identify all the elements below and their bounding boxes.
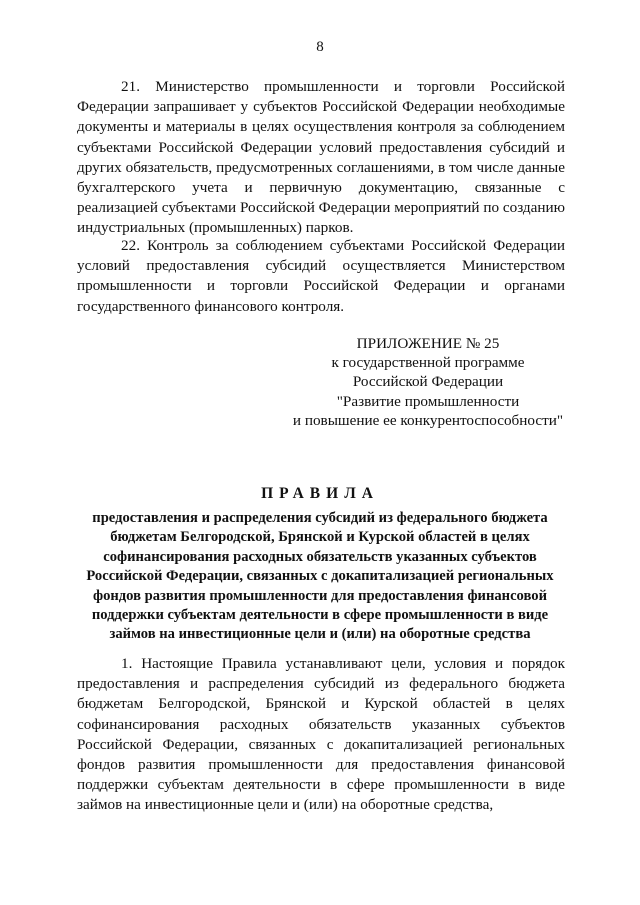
appendix-line: "Развитие промышленности: [336, 392, 520, 410]
rules-subtitle-line: предоставления и распределения субсидий из федерального бюджета: [92, 510, 548, 526]
paragraph-1-text: 1. Настоящие Правила устанавливают цели, условия и порядок предоставления и распределения субсидий из федерального бюджета бюджетам Белгородской, Брянской и Курской областей в целях софинансирования расходных обязательств указанных субъектов Российской Федерации, связанных с докапитализацией региональных фондов развития промышленности для предоставления финансовой поддержки субъектам деятельности в сфере промышленности в виде займов на инвестиционные цели и (или) на оборотные средства,: [77, 655, 565, 814]
paragraph-22-text: 22. Контроль за соблюдением субъектами Российской Федерации условий предоставления субсидий осуществляется Министерством промышленности и торговли Российской Федерации и органами государственного финансового контроля.: [77, 237, 565, 315]
paragraph-22: [77, 236, 565, 317]
appendix-header: [272, 334, 584, 430]
paragraph-21: [77, 77, 565, 239]
rules-title: ПРАВИЛА: [261, 485, 379, 502]
appendix-line: к государственной программе: [331, 354, 525, 372]
rules-subtitle-line: софинансирования расходных обязательств указанных субъектов: [103, 548, 537, 565]
rules-subtitle: [80, 509, 560, 645]
rules-subtitle-line: фондов развития промышленности для предоставления финансовой: [93, 587, 547, 604]
page-number: 8: [316, 39, 324, 55]
appendix-line: и повышение ее конкурентоспособности": [292, 411, 564, 429]
rules-subtitle-line: Российской Федерации, связанных с докапитализацией региональных: [86, 568, 554, 585]
rules-subtitle-line: поддержки субъектам деятельности в сфере промышленности в виде: [91, 607, 549, 624]
paragraph-1: [77, 654, 565, 816]
paragraph-21-text: 21. Министерство промышленности и торговли Российской Федерации запрашивает у субъектов Российской Федерации необходимые документы и материалы в целях осуществления контроля за соблюдением субъектами Российской Федерации условий предоставления субсидий и других обязательств, предусмотренных соглашениями, в том числе данные бухгалтерского учета и первичную документацию, связанные с реализацией субъектами Российской Федерации мероприятий по созданию индустриальных (промышленных) парков.: [77, 78, 565, 237]
appendix-line: Российской Федерации: [352, 373, 504, 391]
rules-subtitle-line: займов на инвестиционные цели и (или) на оборотные средства: [109, 626, 531, 643]
appendix-line: ПРИЛОЖЕНИЕ № 25: [356, 335, 500, 352]
rules-subtitle-line: бюджетам Белгородской, Брянской и Курской областей в целях: [110, 529, 530, 546]
